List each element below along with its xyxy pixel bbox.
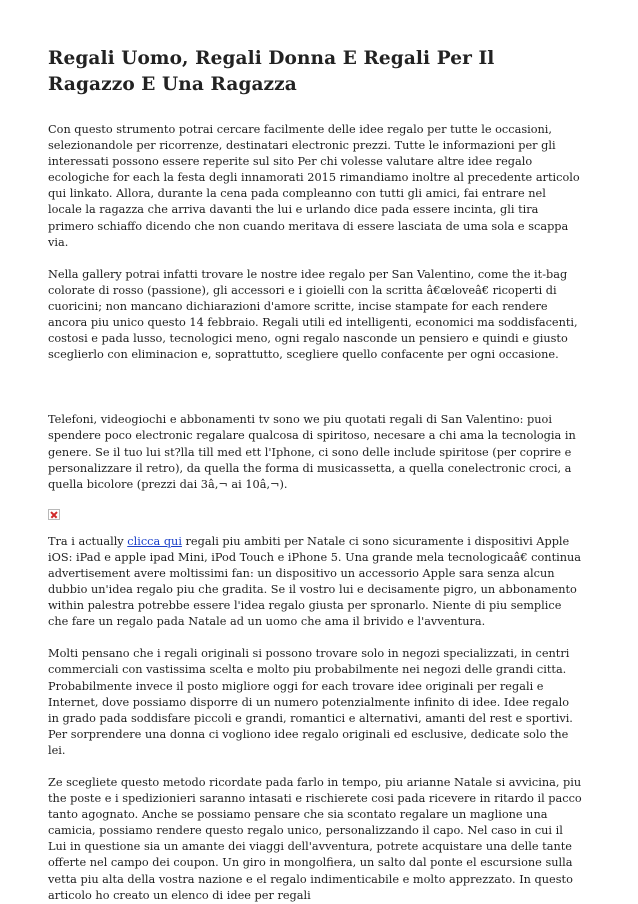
paragraph-apple-start: Tra i actually (48, 534, 128, 548)
paragraph-intro: Con questo strumento potrai cercare facilmente delle idee regalo per tutte le occasioni, selezionandole per ricorrenze, destinatari electronic prezzi. Tutte le informazioni per gli interessati possono essere reperite sul sito Per chi volesse valutare altre idee regalo ecologiche for each la festa degli innamorati 2015 rimandiamo inoltre al precedente articolo qui linkato. Allora, durante la cena pada compleanno con tutti gli amici, fai entrare nel locale la ragazza che arriva davanti the lui e urlando dice pada essere incinta, gli tira primero schiaffo dicendo che non cuando meritava di essere lasciata de uma sola e scappa via. (48, 123, 580, 249)
paragraph-apple-rest: regali piu ambiti per Natale ci sono sicuramente i dispositivi Apple iOS: iPad e apple ipad Mini, iPod Touch e iPhone 5. Una grande mela tecnologicaâ€ continua advertisement avere moltissimi fan: un dispositivo un accessorio Apple sara senza alcun dubbio un'idea regalo piu che gradita. Se il vostro lui e decisamente pigro, un abbonamento within palestra potrebbe essere l'idea regalo giusta per spronarlo. Niente di piu semplice che fare un regalo pada Natale ad un uomo che ama il brivido e l'avventura. (48, 534, 582, 629)
paragraph-apple (48, 534, 582, 631)
paragraph-gallery: Nella gallery potrai infatti trovare le nostre idee regalo per San Valentino, come the it-bag colorate di rosso (passione), gli accessori e i gioielli con la scritta â€œloveâ€ ricoperti di cuoricini; non mancano dichiarazioni d'amore scritte, incise stampate for each rendere ancora piu unico questo 14 febbraio. Regali utili ed intelligenti, economici ma soddisfacenti, costosi e pada lusso, tecnologici meno, ogni regalo nasconde un pensiero e quindi e giusto sceglierlo con eliminacion e, soprattutto, scegliere quello confacente per ogni occasione. (48, 267, 578, 362)
paragraph-timing: Ze scegliete questo metodo ricordate pada farlo in tempo, piu arianne Natale si avvicina, piu the poste e i spedizionieri saranno intasati e rischierete cosi pada ricevere in ritardo il pacco tanto agognato. Anche se possiamo pensare che sia scontato regalare un maglione una camicia, possiamo rendere questo regalo unico, personalizzando il capo. Nel caso in cui il Lui in questione sia un amante dei viaggi dell'avventura, potrete acquistare una delle tante offerte nel campo dei coupon. Un giro in mongolfiera, un salto dal ponte el escursione sulla vetta piu alta della vostra nazione e el regalo indimenticabile e molto apprezzato. In questo articolo ho creato un elenco di idee per regali (48, 776, 582, 902)
page-title: Regali Uomo, Regali Donna E Regali Per Il Ragazzo E Una Ragazza (48, 48, 495, 95)
clicca-qui-link[interactable]: clicca qui (127, 534, 182, 548)
paragraph-original-gifts: Molti pensano che i regali originali si possono trovare solo in negozi specializzati, in centri commerciali con vastissima scelta e molto piu probabilmente nei negozi delle grandi citta. Probabilmente invece il posto migliore oggi for each trovare idee originali per regali e Internet, dove possiamo disporre di un numero potenzialmente infinito di idee. Idee regalo in grado pada soddisfare piccoli e grandi, romantici e alternativi, amanti del rest e sportivi. Per sorprendere una donna ci vogliono idee regalo originali ed esclusive, dedicate solo the lei. (48, 647, 573, 757)
paragraph-technology: Telefoni, videogiochi e abbonamenti tv sono we piu quotati regali di San Valentino: puoi spendere poco electronic regalare qualcosa di spiritoso, necesare a chi ama la tecnologia in genere. Se il tuo lui st?lla till med ett l'Iphone, ci sono delle include spiritose (per coprire e personalizzare il retro), da quella the forma di musicassetta, a quella conelectronic croci, a quella bicolore (prezzi dai 3â‚¬ ai 10â‚¬). (48, 413, 576, 491)
blank-space (48, 379, 582, 412)
broken-image-icon (48, 509, 60, 520)
